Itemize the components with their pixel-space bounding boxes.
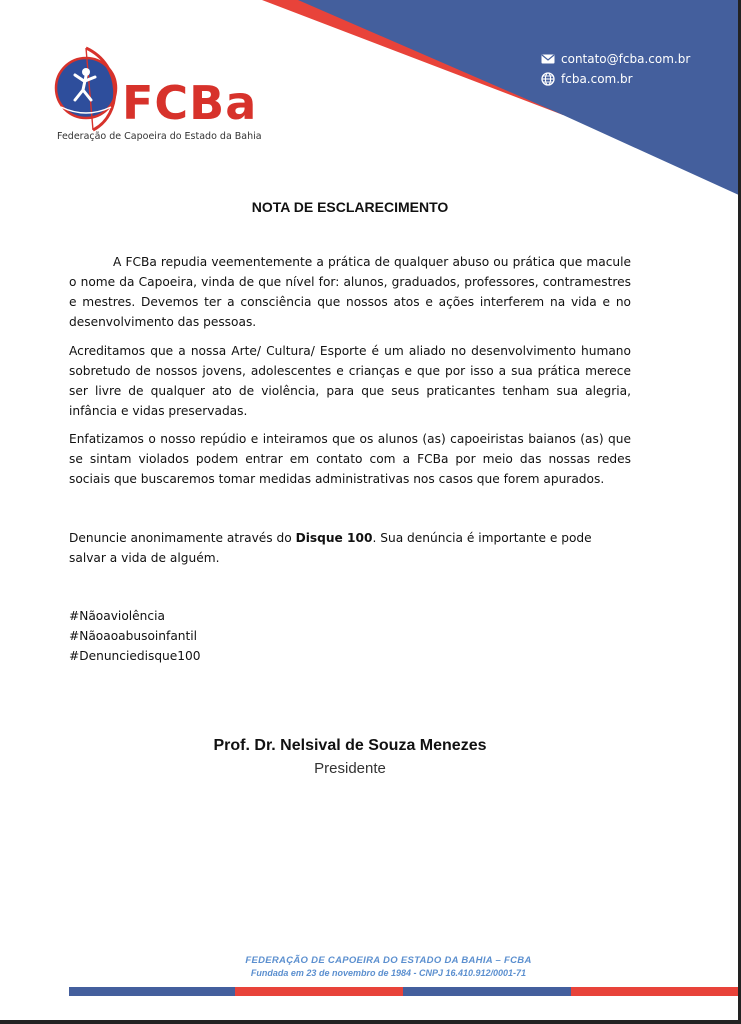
hashtag: #Denunciedisque100 <box>69 649 201 663</box>
footer-organization: FEDERAÇÃO DE CAPOEIRA DO ESTADO DA BAHIA – FCBA <box>245 955 532 966</box>
hashtag: #Nãoaviolência <box>69 609 165 623</box>
logo-wordmark: FCBa <box>122 76 258 130</box>
paragraph-1: A FCBa repudia veementemente a prática de qualquer abuso ou prática que macule o nome da Capoeira, vinda de que nível for: alunos, graduados, professores, contramestres e mestres. Devemos ter a consciência que nossos atos e ações interferem na vida e no desenvolvimento das pessoas. <box>69 255 631 329</box>
globe-icon <box>541 72 555 86</box>
paragraph-2: Acreditamos que a nossa Arte/ Cultura/ Esporte é um aliado no desenvolvimento humano sobretudo de nossos jovens, adolescentes e crianças e que por isso a sua prática merece ser livre de qualquer ato de violência, para que seus praticantes tenham sua alegria, infância e vidas preservadas. <box>69 344 631 418</box>
hashtag-list <box>69 606 631 666</box>
paragraph-denuncie: Denuncie anonimamente através do Disque 100. Sua denúncia é importante e pode salvar a vida de alguém. <box>69 531 592 565</box>
website-text: fcba.com.br <box>561 72 633 86</box>
disque-100-highlight: Disque 100 <box>295 531 373 545</box>
contact-email[interactable] <box>541 52 690 66</box>
footer-founding-info: Fundada em 23 de novembro de 1984 - CNPJ 16.410.912/0001-71 <box>250 968 527 978</box>
hashtag: #Nãoaoabusoinfantil <box>69 629 198 643</box>
footer-color-bar <box>69 987 741 996</box>
signature-role: Presidente <box>314 760 386 777</box>
signature-name: Prof. Dr. Nelsival de Souza Menezes <box>213 737 487 754</box>
contact-website[interactable] <box>541 72 633 86</box>
mail-icon <box>541 52 555 66</box>
document-title: NOTA DE ESCLARECIMENTO <box>251 199 449 215</box>
page-bottom-edge <box>0 1020 741 1024</box>
logo-subtitle: Federação de Capoeira do Estado da Bahia <box>57 131 262 142</box>
email-text: contato@fcba.com.br <box>561 52 691 66</box>
paragraph-3: Enfatizamos o nosso repúdio e inteiramos que os alunos (as) capoeiristas baianos (as) que se sintam violados podem entrar em contato com a FCBa por meio das nossas redes sociais que buscaremos tomar medidas administrativas nos casos que forem apurados. <box>69 432 631 486</box>
